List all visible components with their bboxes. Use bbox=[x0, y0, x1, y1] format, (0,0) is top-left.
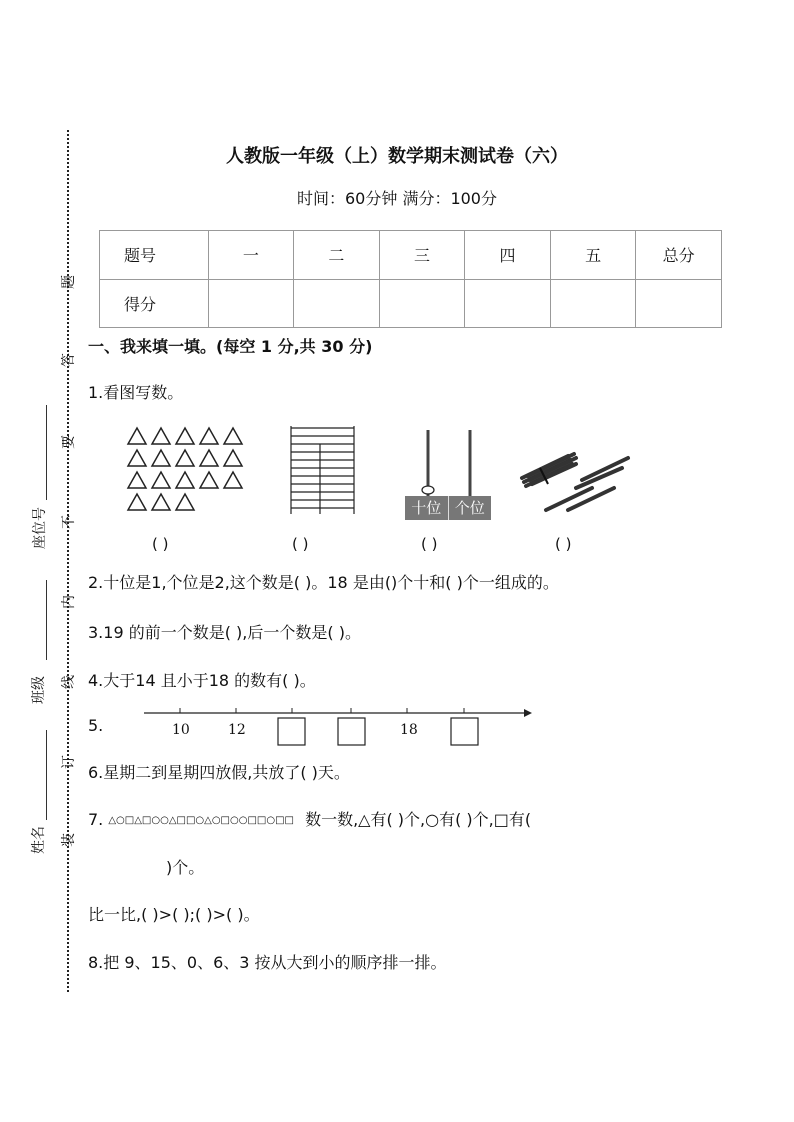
shape-sequence: △○□△□○○△□□○△○□○○□□○□□ bbox=[108, 815, 294, 826]
tick-label: 10 bbox=[172, 722, 190, 738]
binding-dotted-line bbox=[67, 130, 69, 992]
answer-blank[interactable]: ( ) bbox=[555, 535, 572, 553]
question-5: 5. bbox=[88, 716, 104, 735]
question-1: 1.看图写数。 bbox=[88, 383, 184, 402]
compare-question: 比一比,( )>( );( )>( )。 bbox=[88, 905, 260, 924]
ten-rod-stack-figure bbox=[286, 424, 358, 516]
seal-char: 订 bbox=[61, 755, 77, 769]
question-4: 4.大于14 且小于18 的数有( )。 bbox=[88, 671, 316, 690]
score-table bbox=[99, 230, 722, 328]
number-line bbox=[140, 702, 532, 750]
score-cell[interactable] bbox=[636, 279, 722, 328]
seal-char: 题 bbox=[61, 275, 77, 289]
question-6: 6.星期二到星期四放假,共放了( )天。 bbox=[88, 763, 350, 782]
seal-char: 答 bbox=[61, 353, 77, 367]
seal-char: 内 bbox=[61, 595, 77, 609]
question-7-number: 7. bbox=[88, 810, 104, 829]
answer-blank[interactable]: ( ) bbox=[292, 535, 309, 553]
section-heading: 一、我来填一填。(每空 1 分,共 30 分) bbox=[88, 337, 373, 356]
score-cell[interactable] bbox=[294, 279, 380, 328]
score-cell[interactable] bbox=[465, 279, 551, 328]
seal-char: 装 bbox=[61, 833, 77, 847]
abacus-rods bbox=[405, 428, 491, 498]
tick-label: 18 bbox=[400, 722, 418, 738]
tens-label: 十位 bbox=[405, 496, 449, 520]
class-line bbox=[46, 580, 47, 660]
question-7-text: 数一数,△有( )个,○有( )个,□有( bbox=[305, 810, 532, 829]
table-row bbox=[100, 231, 722, 280]
seal-char: 不 bbox=[61, 515, 77, 529]
question-8: 8.把 9、15、0、6、3 按从大到小的顺序排一排。 bbox=[88, 953, 447, 972]
seat-number-line bbox=[46, 405, 47, 500]
triangles-figure bbox=[126, 426, 248, 514]
question-3: 3.19 的前一个数是( ),后一个数是( )。 bbox=[88, 623, 361, 642]
tick-label: 12 bbox=[228, 722, 246, 738]
question-7-continued: )个。 bbox=[166, 858, 205, 877]
class-label: 班级 bbox=[31, 676, 47, 704]
table-header-cell: 二 bbox=[294, 231, 380, 280]
answer-blank[interactable]: ( ) bbox=[421, 535, 438, 553]
answer-blank[interactable]: ( ) bbox=[152, 535, 169, 553]
table-header-cell: 总分 bbox=[636, 231, 722, 280]
ones-label: 个位 bbox=[454, 499, 485, 517]
question-2: 2.十位是1,个位是2,这个数是( )。18 是由()个十和( )个一组成的。 bbox=[88, 573, 559, 592]
exam-info: 时间：60分钟 满分：100分 bbox=[297, 189, 497, 208]
sticks-figure bbox=[518, 450, 634, 516]
name-line bbox=[46, 730, 47, 820]
table-row-label: 得分 bbox=[100, 279, 209, 328]
seal-char: 线 bbox=[61, 675, 77, 689]
question-7 bbox=[88, 807, 531, 830]
abacus-figure bbox=[405, 428, 491, 521]
page-title: 人教版一年级（上）数学期末测试卷（六） bbox=[226, 146, 568, 167]
score-cell[interactable] bbox=[208, 279, 294, 328]
table-header-cell: 一 bbox=[208, 231, 294, 280]
name-label: 姓名 bbox=[31, 826, 47, 854]
table-header-cell: 题号 bbox=[100, 231, 209, 280]
score-cell[interactable] bbox=[379, 279, 465, 328]
seal-char: 要 bbox=[61, 435, 77, 449]
score-cell[interactable] bbox=[550, 279, 636, 328]
table-header-cell: 五 bbox=[550, 231, 636, 280]
table-row bbox=[100, 279, 722, 328]
table-header-cell: 四 bbox=[465, 231, 551, 280]
table-header-cell: 三 bbox=[379, 231, 465, 280]
abacus-base bbox=[405, 496, 491, 520]
seat-number-label: 座位号 bbox=[32, 507, 48, 549]
